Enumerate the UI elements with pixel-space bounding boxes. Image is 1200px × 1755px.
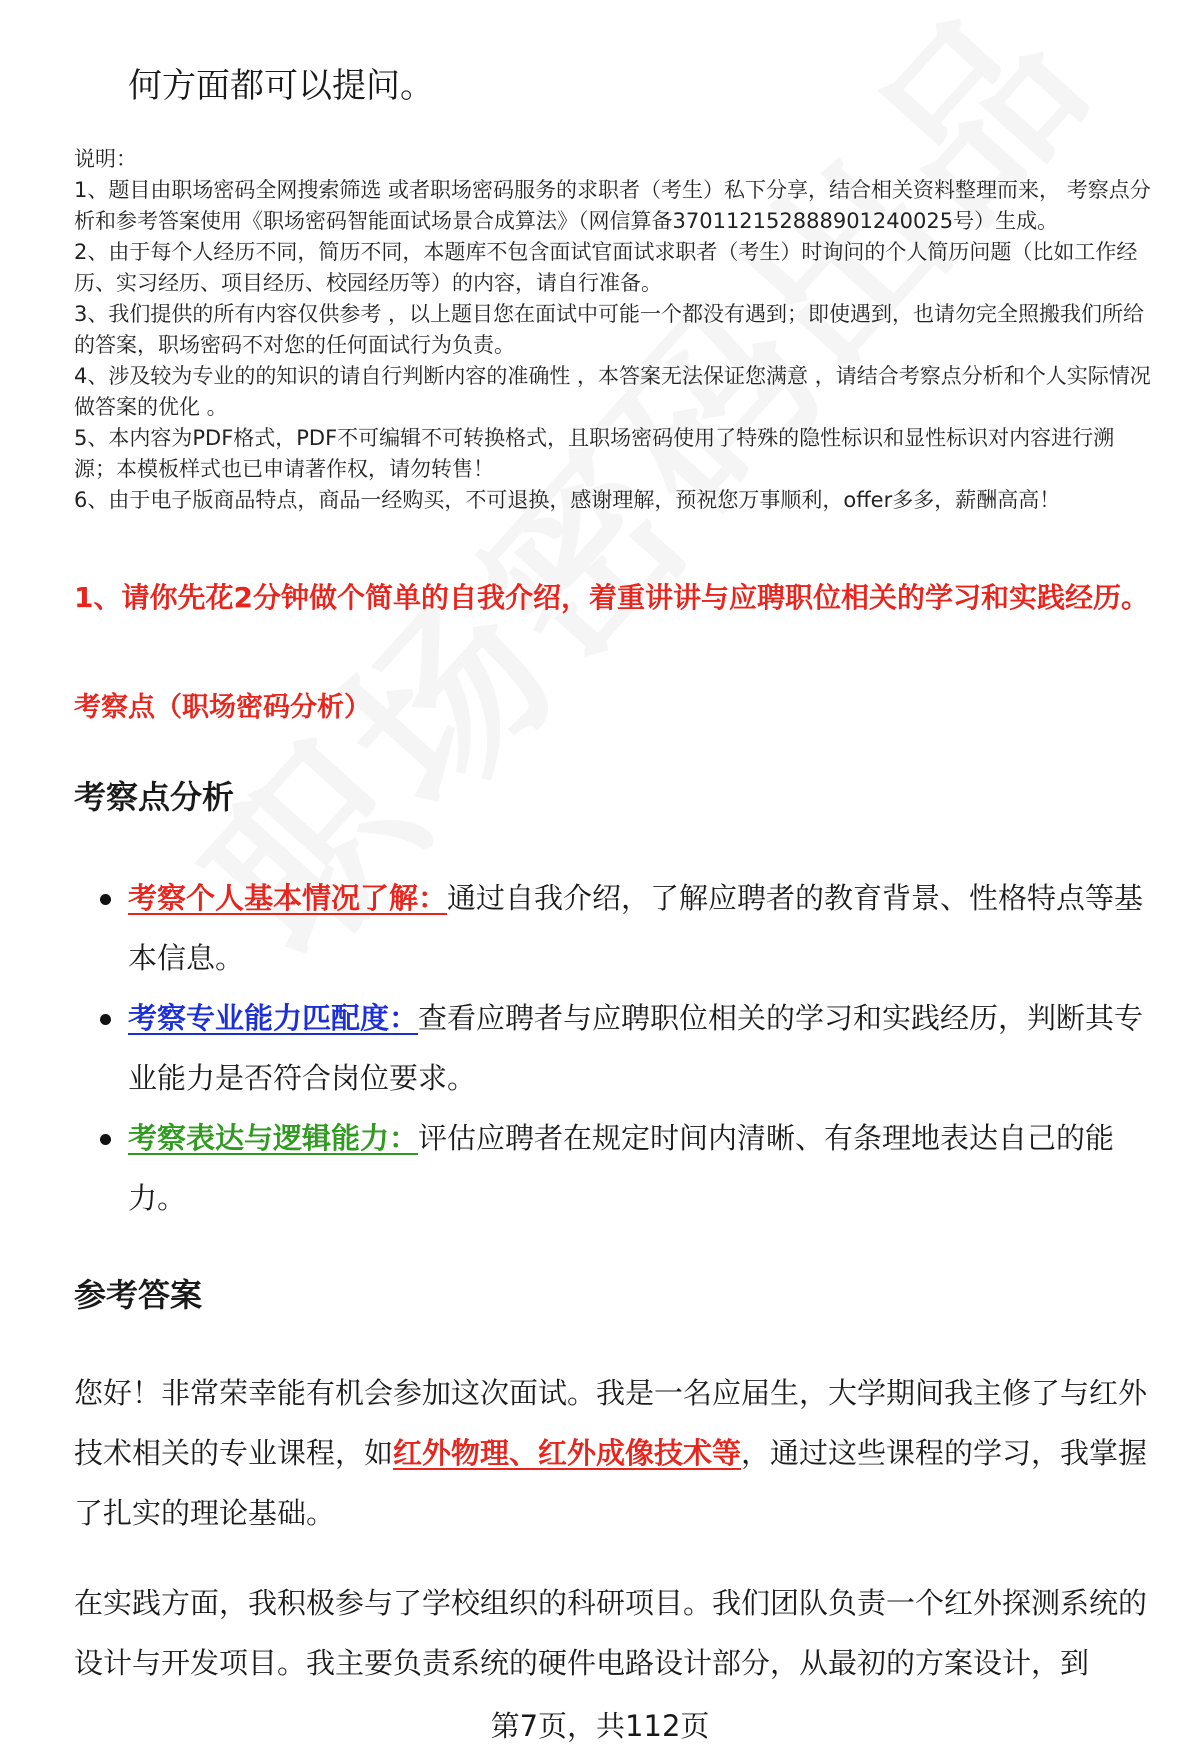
analysis-item-text: 评估应聘者在规定时间内清晰、有条理地表达自己的能力。 bbox=[128, 1121, 1115, 1215]
answer-paragraph bbox=[74, 1573, 1154, 1693]
analysis-item-label: 考察个人基本情况了解： bbox=[128, 881, 448, 915]
analysis-tag: 考察点（职场密码分析） bbox=[74, 692, 371, 723]
notes-item: 6、由于电子版商品特点，商品一经购买，不可退换，感谢理解，预祝您万事顺利，offer多多，薪酬高高！ bbox=[74, 488, 1061, 512]
notes-heading: 说明： bbox=[74, 147, 137, 171]
notes-block bbox=[74, 144, 1154, 516]
analysis-item bbox=[100, 868, 1150, 988]
interview-question: 1、请你先花2分钟做个简单的自我介绍，着重讲讲与应聘职位相关的学习和实践经历。 bbox=[74, 581, 1149, 614]
answer-text: 在实践方面，我积极参与了学校组织的科研项目。我们团队负责一个红外探测系统的设计与开发项目。我主要负责系统的硬件电路设计部分，从最初的方案设计，到 bbox=[74, 1586, 1148, 1680]
notes-item: 1、题目由职场密码全网搜索筛选 或者职场密码服务的求职者（考生）私下分享，结合相关资料整理而来， 考察点分析和参考答案使用《职场密码智能面试场景合成算法》（网信算备370112152888901240025号）生成。 bbox=[74, 178, 1151, 233]
answer-paragraph bbox=[74, 1363, 1154, 1543]
analysis-item-text: 查看应聘者与应聘职位相关的学习和实践经历，判断其专业能力是否符合岗位要求。 bbox=[128, 1001, 1144, 1095]
analysis-heading: 考察点分析 bbox=[74, 778, 235, 816]
analysis-item bbox=[100, 1108, 1150, 1228]
continued-text: 何方面都可以提问。 bbox=[128, 66, 434, 106]
answer-text: 您好！非常荣幸能有机会参加这次面试。我是一名应届生，大学期间我主修了与红外技术相关的专业课程，如 bbox=[74, 1376, 1148, 1470]
answer-highlight: 红外物理、红外成像技术等 bbox=[393, 1436, 742, 1470]
page-number: 第7页，共112页 bbox=[490, 1709, 710, 1743]
notes-item: 3、我们提供的所有内容仅供参考 ，以上题目您在面试中可能一个都没有遇到；即使遇到，也请勿完全照搬我们所给的答案，职场密码不对您的任何面试行为负责。 bbox=[74, 302, 1145, 357]
analysis-item-label: 考察表达与逻辑能力： bbox=[128, 1121, 419, 1155]
notes-item: 2、由于每个人经历不同，简历不同，本题库不包含面试官面试求职者（考生）时询问的个人简历问题（比如工作经历、实习经历、项目经历、校园经历等）的内容，请自行准备。 bbox=[74, 240, 1138, 295]
notes-item: 5、本内容为PDF格式，PDF不可编辑不可转换格式，且职场密码使用了特殊的隐性标识和显性标识对内容进行溯源；本模板样式也已申请著作权，请勿转售！ bbox=[74, 426, 1115, 481]
answer-text: ，通过这些课程的学习，我掌握了扎实的理论基础。 bbox=[74, 1436, 1148, 1530]
bullet-dot-icon bbox=[100, 1014, 111, 1025]
analysis-item-text: 通过自我介绍，了解应聘者的教育背景、性格特点等基本信息。 bbox=[128, 881, 1144, 975]
notes-item: 4、涉及较为专业的的知识的请自行判断内容的准确性 ，本答案无法保证您满意 ，请结合考察点分析和个人实际情况做答案的优化 。 bbox=[74, 364, 1151, 419]
bullet-dot-icon bbox=[100, 894, 111, 905]
bullet-dot-icon bbox=[100, 1134, 111, 1145]
analysis-list bbox=[100, 868, 1150, 1228]
analysis-item bbox=[100, 988, 1150, 1108]
answer-heading: 参考答案 bbox=[74, 1276, 203, 1314]
analysis-item-label: 考察专业能力匹配度： bbox=[128, 1001, 419, 1035]
